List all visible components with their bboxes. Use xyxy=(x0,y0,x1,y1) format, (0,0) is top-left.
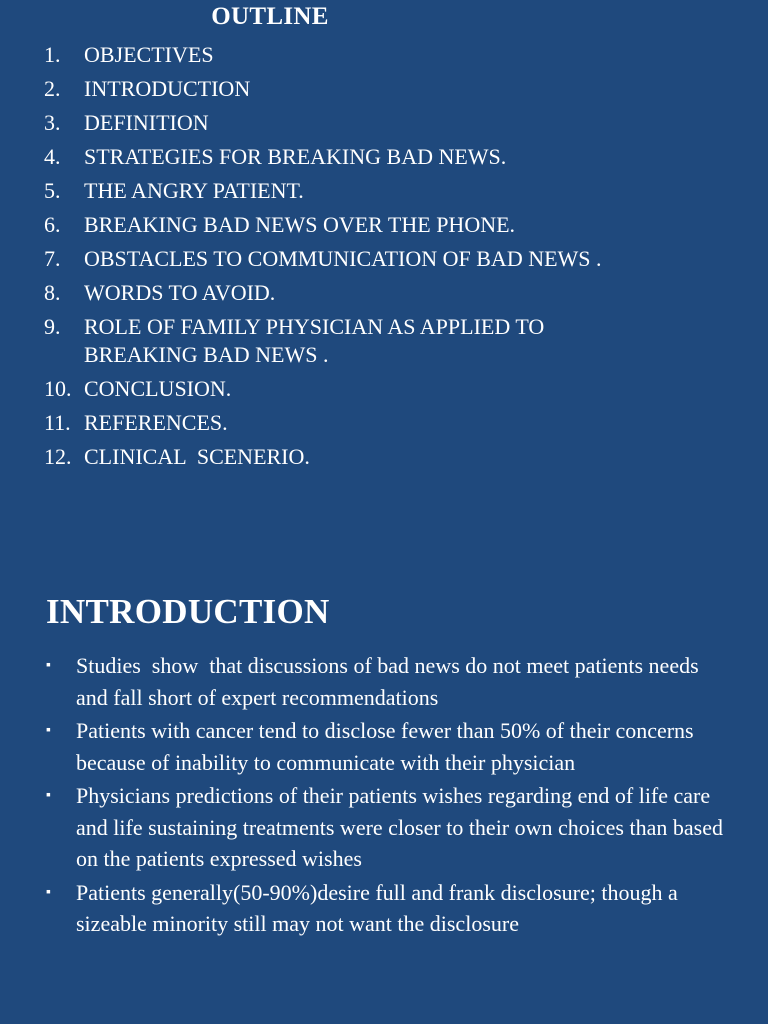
outline-item-number: 7. xyxy=(44,246,61,271)
outline-item xyxy=(44,440,744,474)
outline-item-text: ROLE OF FAMILY PHYSICIAN AS APPLIED TO BREAKING BAD NEWS . xyxy=(84,314,545,367)
outline-item-number: 10. xyxy=(44,376,72,401)
outline-item xyxy=(44,406,744,440)
bullet-item xyxy=(44,650,724,713)
outline-item xyxy=(44,140,744,174)
outline-item-text: CLINICAL SCENERIO. xyxy=(84,444,310,469)
outline-item-number: 3. xyxy=(44,110,61,135)
outline-item-number: 6. xyxy=(44,212,61,237)
outline-title: OUTLINE xyxy=(211,3,329,30)
outline-item xyxy=(44,106,744,140)
bullet-item xyxy=(44,877,724,940)
outline-item-number: 8. xyxy=(44,280,61,305)
outline-item-number: 2. xyxy=(44,76,61,101)
outline-item-text: WORDS TO AVOID. xyxy=(84,280,276,305)
square-bullet-icon: ▪ xyxy=(46,658,51,673)
outline-item-text: INTRODUCTION xyxy=(84,76,251,101)
introduction-bullets xyxy=(44,650,724,942)
outline-item xyxy=(44,372,744,406)
outline-item-text: OBSTACLES TO COMMUNICATION OF BAD NEWS . xyxy=(84,246,602,271)
outline-item-text: BREAKING BAD NEWS OVER THE PHONE. xyxy=(84,212,516,237)
introduction-title: INTRODUCTION xyxy=(46,592,330,631)
outline-item-text: OBJECTIVES xyxy=(84,42,214,67)
outline-list xyxy=(44,38,744,474)
bullet-item xyxy=(44,715,724,778)
outline-item-number: 11. xyxy=(44,410,71,435)
outline-item-number: 5. xyxy=(44,178,61,203)
outline-item-number: 12. xyxy=(44,444,72,469)
outline-item xyxy=(44,276,744,310)
square-bullet-icon: ▪ xyxy=(46,884,51,900)
outline-item-text: CONCLUSION. xyxy=(84,376,232,401)
outline-item-number: 1. xyxy=(44,42,61,67)
bullet-text: Studies show that discussions of bad news do not meet patients needs and fall short of expert recommendations xyxy=(76,653,705,710)
bullet-text: Physicians predictions of their patients wishes regarding end of life care and life sustaining treatments were closer to their own choices than based on the patients expressed wishes xyxy=(76,783,723,871)
outline-item-text: THE ANGRY PATIENT. xyxy=(84,178,304,203)
square-bullet-icon: ▪ xyxy=(46,723,51,738)
outline-item-text: DEFINITION xyxy=(84,110,209,135)
square-bullet-icon: ▪ xyxy=(46,788,51,803)
outline-item-number: 4. xyxy=(44,144,61,169)
outline-item xyxy=(44,208,744,242)
bullet-text: Patients generally(50-90%)desire full and frank disclosure; though a sizeable minority still may not want the disclosure xyxy=(76,879,678,936)
outline-item-number: 9. xyxy=(44,314,61,339)
outline-item xyxy=(44,310,744,372)
outline-item xyxy=(44,174,744,208)
outline-item xyxy=(44,72,744,106)
outline-item-text: REFERENCES. xyxy=(84,410,228,435)
outline-item xyxy=(44,38,744,72)
bullet-item xyxy=(44,780,724,875)
outline-item-text: STRATEGIES FOR BREAKING BAD NEWS. xyxy=(84,144,507,169)
bullet-text: Patients with cancer tend to disclose fewer than 50% of their concerns because of inability to communicate with their physician xyxy=(76,718,705,775)
outline-item xyxy=(44,242,744,276)
